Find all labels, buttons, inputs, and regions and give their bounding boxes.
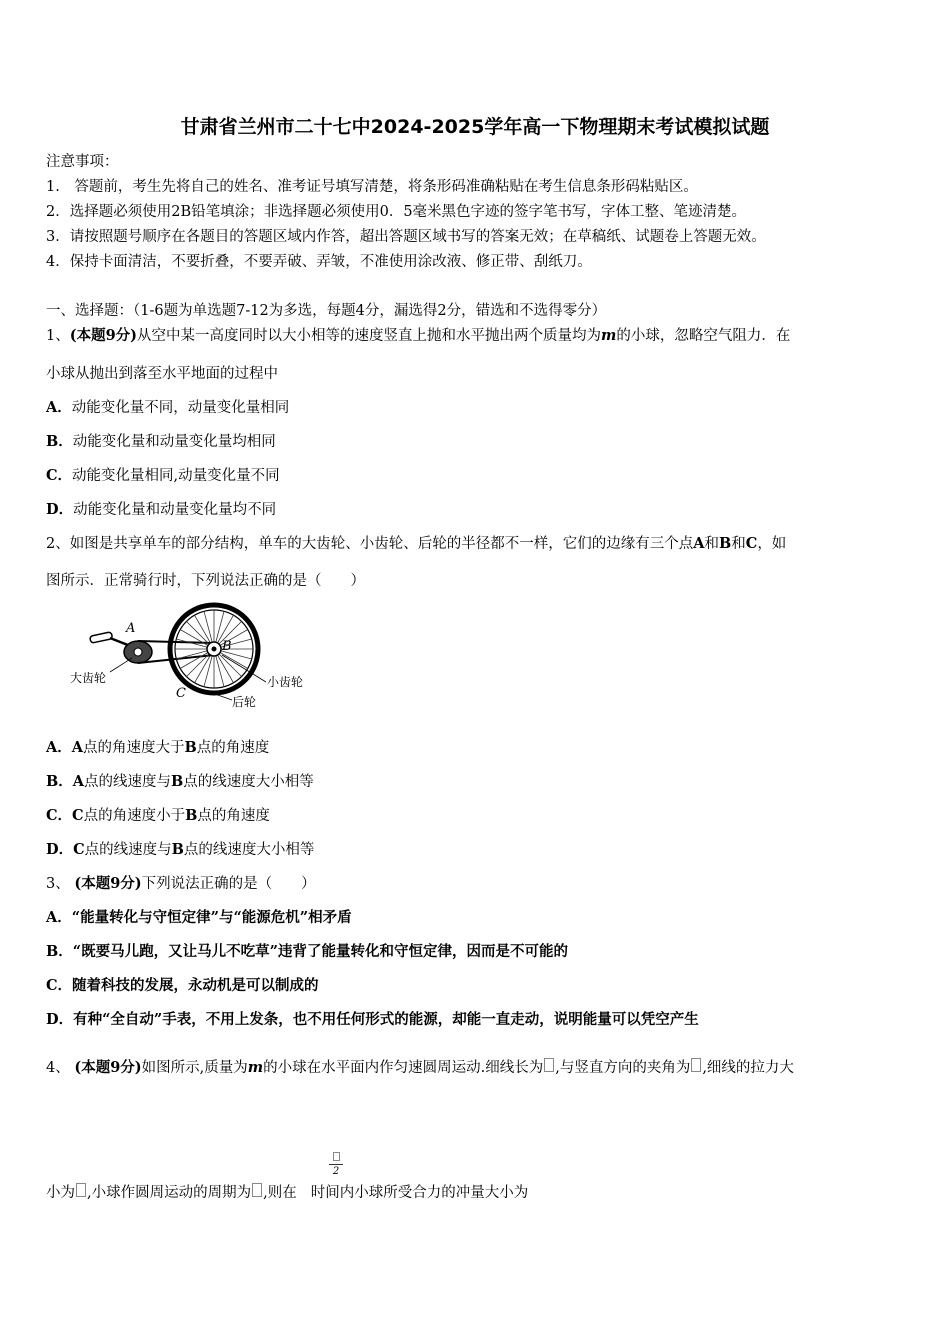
stem-text: 小为 <box>46 1185 75 1201</box>
q3-option-c[interactable] <box>46 976 319 996</box>
option-key: B． <box>46 943 73 960</box>
notice-item: 1. 答题前，考生先将自己的姓名、准考证号填写清楚，将条形码准确粘贴在考生信息条形码粘贴区。 <box>46 179 698 195</box>
notice-item: 2．选择题必须使用2B铅笔填涂；非选择题必须使用0．5毫米黑色字迹的签字笔书写，字体工整、笔迹清楚。 <box>46 204 747 220</box>
q3-option-a[interactable] <box>46 908 352 928</box>
option-key: D． <box>46 1011 74 1028</box>
q1-option-d[interactable] <box>46 500 276 520</box>
stem-text: ,与竖直方向的夹角为 <box>555 1060 691 1076</box>
option-key: D． <box>46 501 74 518</box>
fraction-denominator: 2 <box>332 1166 340 1177</box>
question-score: (本题9分) <box>74 1059 142 1076</box>
option-key: C． <box>46 977 73 994</box>
q1-option-b[interactable] <box>46 432 276 452</box>
option-text: 有种“全自动”手表，不用上发条，也不用任何形式的能源，却能一直走动，说明能量可以凭空产生 <box>73 1011 699 1028</box>
option-point: B <box>185 807 198 824</box>
formula-placeholder-icon <box>544 1058 554 1072</box>
option-text: 动能变化量不同，动量变化量相同 <box>71 400 290 416</box>
stem-text: 下列说法正确的是（ ） <box>141 876 316 892</box>
stem-text: ，如 <box>757 536 787 552</box>
option-text: 点的线速度与 <box>84 842 172 858</box>
question-score: (本题9分) <box>69 327 138 344</box>
q2-option-d[interactable] <box>46 840 314 860</box>
q2-option-a[interactable] <box>46 738 269 758</box>
option-text: 点的线速度与 <box>84 774 172 790</box>
option-point: A <box>71 739 84 756</box>
option-text: 点的线速度大小相等 <box>183 842 315 858</box>
stem-text: 2、如图是共享单车的部分结构，单车的大齿轮、小齿轮、后轮的半径都不一样，它们的边缘有三个点 <box>46 536 694 552</box>
option-key: C． <box>46 807 73 824</box>
option-point: B <box>171 841 184 858</box>
option-point: B <box>171 773 184 790</box>
point-c: C <box>745 535 758 552</box>
variable-m: m <box>601 327 617 344</box>
option-text: 点的角速度 <box>197 808 270 824</box>
option-text: “既要马儿跑，又让马儿不吃草”违背了能量转化和守恒定律，因而是不可能的 <box>72 943 568 960</box>
bicycle-gear-figure <box>62 600 322 715</box>
option-text: 点的角速度 <box>196 740 270 756</box>
stem-text: ,细线的拉力大 <box>702 1060 794 1076</box>
question-4-stem-cont <box>46 1183 528 1203</box>
stem-text: ,则在 <box>263 1185 297 1201</box>
page-title: 甘肃省兰州市二十七中2024-2025学年高一下物理期末考试模拟试题 <box>180 116 770 138</box>
question-2-stem <box>46 534 786 554</box>
point-b: B <box>719 535 732 552</box>
stem-text: 从空中某一高度同时以大小相等的速度竖直上抛和水平抛出两个质量均为 <box>137 328 602 344</box>
option-key: B． <box>46 773 73 790</box>
axle-icon <box>212 647 217 652</box>
notice-item: 3．请按照题号顺序在各题目的答题区域内作答，超出答题区域书写的答案无效；在草稿纸、试题卷上答题无效。 <box>46 229 766 245</box>
option-key: C． <box>46 467 73 484</box>
question-number: 3、 <box>46 876 70 892</box>
stem-text: ,小球作圆周运动的周期为 <box>87 1185 252 1201</box>
gear-hub-icon <box>134 648 142 656</box>
q1-option-a[interactable] <box>46 398 289 418</box>
question-1-stem <box>46 326 790 346</box>
label-b: B <box>222 639 232 654</box>
fraction-t-over-2 <box>329 1152 343 1177</box>
notice-heading: 注意事项： <box>46 154 119 170</box>
option-text: 点的角速度小于 <box>83 808 186 824</box>
option-text: 动能变化量相同,动量变化量不同 <box>72 468 280 484</box>
pedal-icon <box>90 632 113 643</box>
fraction-bar <box>329 1164 343 1165</box>
label-a: A <box>126 621 136 636</box>
question-2-stem-cont: 图所示．正常骑行时，下列说法正确的是（ ） <box>46 573 365 589</box>
option-text: 随着科技的发展，永动机是可以制成的 <box>72 977 319 994</box>
label-small-gear: 小齿轮 <box>267 675 304 689</box>
formula-placeholder-icon <box>691 1058 701 1072</box>
question-number: 1、 <box>46 328 70 344</box>
option-point: A <box>72 773 85 790</box>
stem-text: 和 <box>731 536 746 552</box>
option-text: “能量转化与守恒定律”与“能源危机”相矛盾 <box>71 909 352 926</box>
variable-m: m <box>247 1059 264 1076</box>
stem-text: 时间内小球所受合力的冲量大小为 <box>310 1185 529 1201</box>
option-key: A． <box>46 399 72 416</box>
notice-item: 4．保持卡面清洁，不要折叠，不要弄破、弄皱，不准使用涂改液、修正带、刮纸刀。 <box>46 254 592 270</box>
label-big-gear: 大齿轮 <box>70 671 107 685</box>
question-3-stem <box>46 874 316 894</box>
leader-big-gear <box>110 658 132 672</box>
formula-placeholder-icon <box>76 1183 86 1197</box>
formula-placeholder-icon <box>333 1152 340 1161</box>
q2-option-c[interactable] <box>46 806 270 826</box>
question-number: 4、 <box>46 1060 70 1076</box>
question-score: (本题9分) <box>74 875 142 892</box>
label-rear-wheel: 后轮 <box>232 695 257 709</box>
option-key: D． <box>46 841 74 858</box>
option-point: B <box>184 739 197 756</box>
question-1-stem-cont: 小球从抛出到落至水平地面的过程中 <box>46 366 278 382</box>
option-point: C <box>72 807 84 824</box>
option-text: 点的角速度大于 <box>83 740 185 756</box>
option-key: A． <box>46 739 72 756</box>
q3-option-b[interactable] <box>46 942 568 962</box>
stem-text: 的小球在水平面内作匀速圆周运动.细线长为 <box>263 1060 544 1076</box>
section-heading: 一、选择题：（1-6题为单选题7-12为多选，每题4分，漏选得2分，错选和不选得零分） <box>46 303 607 319</box>
formula-placeholder-icon <box>252 1183 262 1197</box>
option-key: B． <box>46 433 73 450</box>
label-c: C <box>176 686 186 701</box>
question-4-stem <box>46 1058 794 1078</box>
point-a: A <box>693 535 705 552</box>
option-point: C <box>73 841 85 858</box>
q3-option-d[interactable] <box>46 1010 699 1030</box>
stem-text: 和 <box>704 536 719 552</box>
stem-text: 的小球，忽略空气阻力．在 <box>616 328 791 344</box>
option-text: 动能变化量和动量变化量均相同 <box>72 434 276 450</box>
stem-text: 如图所示,质量为 <box>141 1060 248 1076</box>
q2-option-b[interactable] <box>46 772 314 792</box>
option-key: A． <box>46 909 72 926</box>
q1-option-c[interactable] <box>46 466 280 486</box>
option-text: 点的线速度大小相等 <box>183 774 314 790</box>
option-text: 动能变化量和动量变化量均不同 <box>73 502 277 518</box>
